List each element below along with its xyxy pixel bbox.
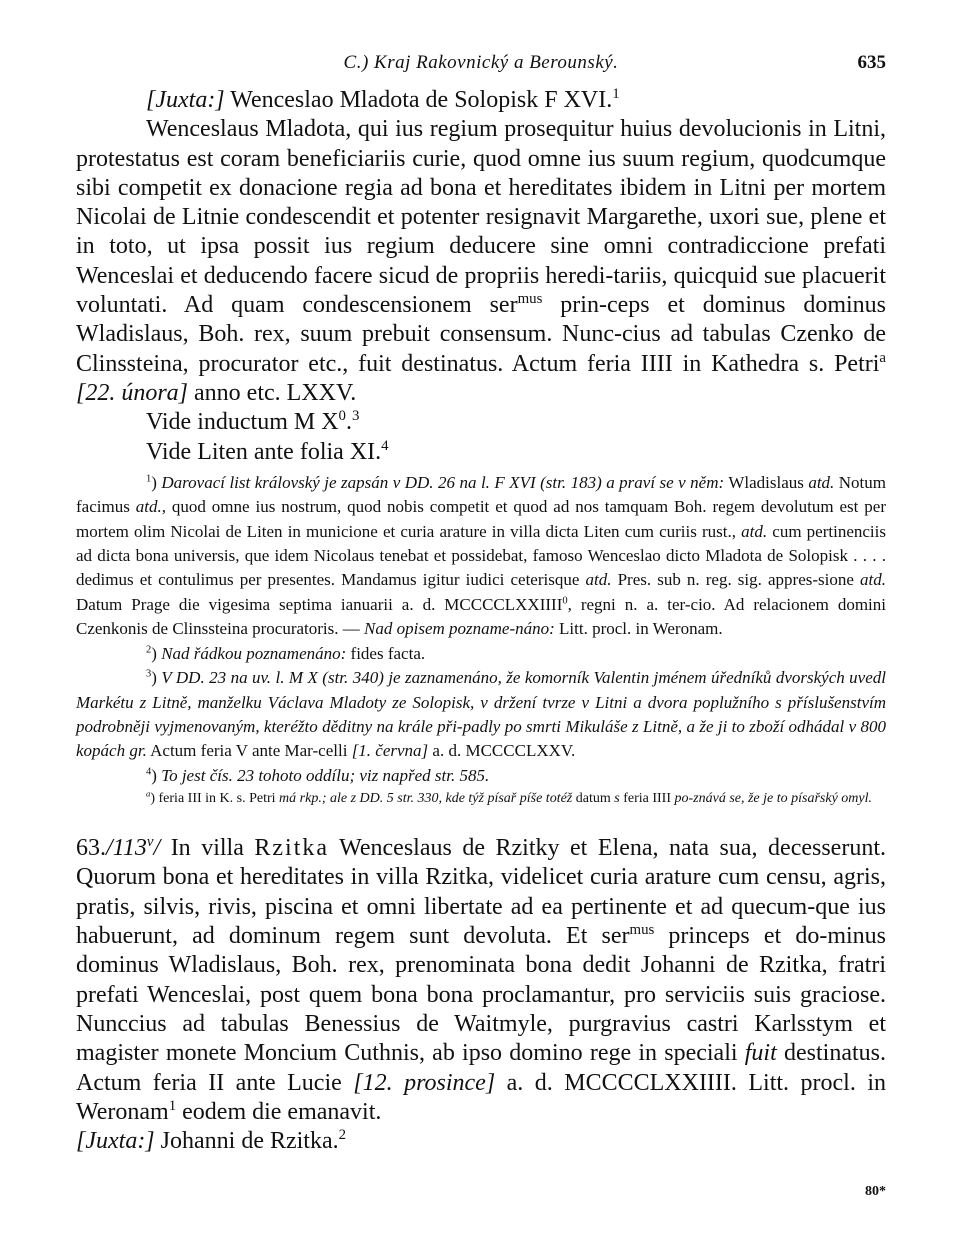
signature-mark: 80* bbox=[865, 1184, 886, 1200]
page-number: 635 bbox=[857, 52, 886, 73]
footnote-2: $^2$) Nad řádkou poznamenáno: fides facta. bbox=[146, 643, 426, 663]
footnote-1: $^1$) Darovací list královský je zapsán v DD. 26 na l. F XVI (str. 183) a praví se v něm: Wladislaus atd. Notum facimus atd., quod omne ius nostrum, quod nobis competit et quod ad nos tamquam Boh. regem devolutum est per mortem olim Nicolai de Liten in municione et curia arature in villa dicta Liten cum curiis rust., atd. cum pertinenciis ad dicta bona universis, que idem Nicolaus tenebat et possidebat, famoso Wenceslao dicto Mladota de Solopisk . . . . dedimus et contulimus per presentes. Mandamus igitur iudici ceterisque atd. Pres. sub n. reg. sig. appres-sione atd. Datum Prage die vigesima septima ianuarii a. d. MCCCCLXXIIII$^0$, regni n. a. ter-cio. Ad relacionem domini Czenkonis de Clinssteina procuratoris. — Nad opisem pozname-náno: Litt. procl. in Weronam. bbox=[76, 472, 887, 639]
document-page bbox=[76, 52, 887, 1200]
running-title: C.) Kraj Rakovnický a Berounský. bbox=[343, 52, 619, 73]
entry-number: 63. bbox=[76, 835, 106, 862]
entry-body: Wenceslaus Mladota, qui ius regium prosequitur huius devolucionis in Litni, protestatus est coram beneficiariis curie, quod omne ius suum regium, quodcumque sibi competit ex donacione regia ad bona et hereditates ibidem in Litni per mortem Nicolai de Litnie condescendit et potenter resignavit Margarethe, uxori sue, plene et in toto, ut ipsa possit ius regium deducere sine omni contradiccione prefati Wenceslai et deducendo facere sicud de propriis heredi-tariis, quicquid sue placuerit voluntati. Ad quam condescensionem ser$^{mus}$ prin-ceps et dominus dominus Wladislaus, Boh. rex, suum prebuit consensum. Nunc-cius ad tabulas Czenko de Clinssteina, procurator etc., fuit destinatus. Actum feria IIII in Kathedra s. Petri$^a$ [22. února] anno etc. LXXV. bbox=[76, 116, 886, 406]
footnote-4: $^4$) To jest čís. 23 tohoto oddílu; viz napřed str. 585. bbox=[146, 765, 490, 785]
page-header bbox=[76, 52, 886, 86]
footnote-3: $^3$) V DD. 23 na uv. l. M X (str. 340) je zaznamenáno, že komorník Valentin jménem úředníků dvorských uvedl Markétu z Litně, manželku Václava Mladoty ze Solopisk, v držení tvrze v Litni a dvora poplužního s příslušenstvím podrobněji vyjmenovaným, kteréžto děditny na krále při-padly po smrti Mikuláše z Litně, a že ji to zboží odhádal v 800 kopách gr. Actum feria V ante Mar-celli [1. června] a. d. MCCCCLXXV. bbox=[76, 668, 886, 761]
entry-63-body: 63./113$^v$/ In villa Rzitka Wenceslaus de Rzitky et Elena, nata sua, decesserunt. Quorum bona et hereditates in villa Rzitka, videlicet curia arature cum censu, agris, pratis, silvis, rivis, piscina et omni libertate ad ea pertinente et ad quecum-que ius habuerunt, ad dominum regem sunt devoluta. Et ser$^{mus}$ princeps et do-minus dominus Wladislaus, Boh. rex, prenominata bona dedit Johanni de Rzitka, fratri prefati Wenceslai, post quem bona bona proclamantur, pro serviciis suis graciose. Nunccius ad tabulas Benessius de Waitmyle, purgravius castri Karlsstym et magister monete Moncium Cuthnis, ab ipso domino rege in speciali fuit destinatus. Actum feria II ante Lucie [12. prosince] a. d. MCCCCLXXIIII. Litt. procl. in Weronam$^1$ eodem die emanavit. bbox=[76, 834, 886, 1125]
entry-juxta-line: [Juxta:] Wenceslao Mladota de Solopisk F XVI.$^1$ bbox=[146, 86, 620, 113]
vide-liten-line: Vide Liten ante folia XI.$^4$ bbox=[146, 437, 389, 465]
entry-63-juxta-line: [Juxta:] Johanni de Rzitka.$^2$ bbox=[76, 1127, 347, 1155]
juxta-label: [Juxta:] bbox=[146, 87, 225, 113]
place-name: Rzitka bbox=[254, 835, 330, 862]
footnote-a: $^a$) feria III in K. s. Petri má rkp.; ale z DD. 5 str. 330, kde týž písař píše totéž datum s feria IIII po-znává se, že je to písařský omyl. bbox=[146, 788, 873, 807]
entry-63 bbox=[76, 834, 886, 1156]
footnotes bbox=[76, 471, 886, 810]
footnote-a-block bbox=[76, 788, 886, 810]
vide-inductum-line: Vide inductum M $X^0.^3$ bbox=[146, 408, 360, 436]
